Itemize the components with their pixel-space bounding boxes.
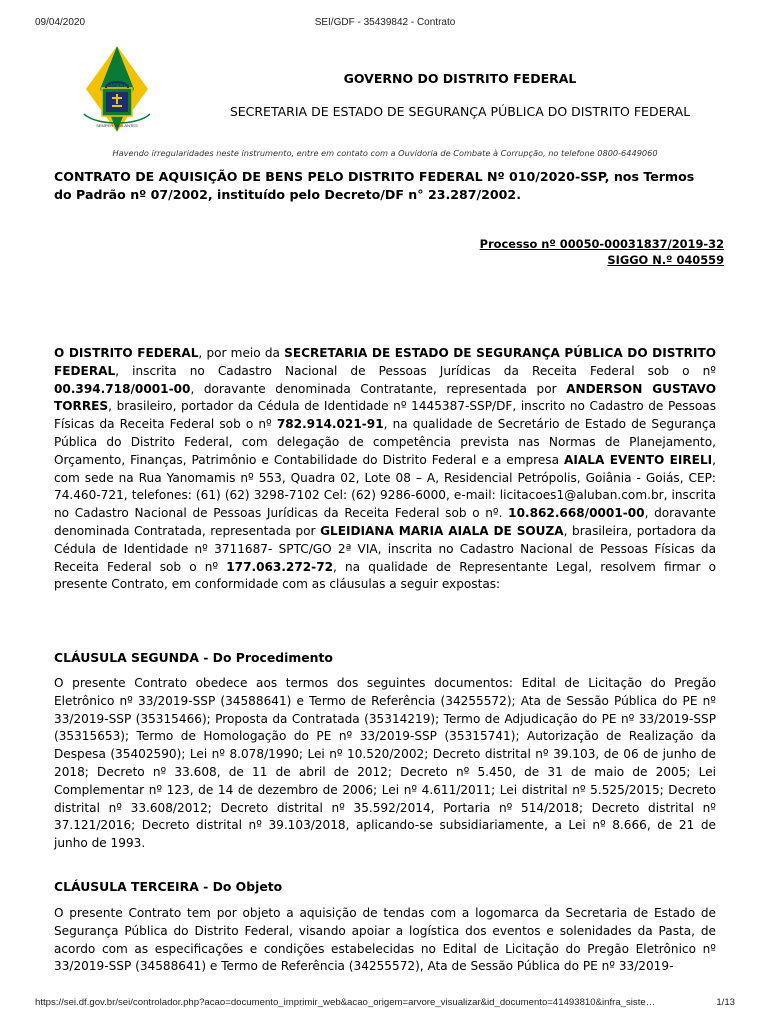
preamble-text: , na qualidade de Secretário de Estado de Segurança Pública do Distrito Federal, com delegação de competência prevista nas Normas de Planejamento, Orçamento, Finanças, Patrimônio e Contabilidade do Distrito Federal e a empresa bbox=[54, 417, 716, 467]
preamble-text: , inscrita no Cadastro Nacional de Pessoas Jurídicas da Receita Federal sob o nº bbox=[115, 363, 716, 378]
print-date: 09/04/2020 bbox=[35, 17, 86, 28]
preamble-bold: O DISTRITO FEDERAL bbox=[54, 346, 199, 360]
sspdf-logo bbox=[76, 44, 158, 134]
government-heading: GOVERNO DO DISTRITO FEDERAL bbox=[343, 71, 577, 86]
ombudsman-notice: Havendo irregularidades neste instrumento, entre em contato com a Ouvidoria de Combate à Corrupção, no telefone 0800-6449060 bbox=[112, 148, 658, 158]
clause-three-text: O presente Contrato tem por objeto a aquisição de tendas com a logomarca da Secretaria de Estado de Segurança Pública do Distrito Federal, visando apoiar a logística dos eventos e solenidades da Pasta, de acordo com as especificações e condições estabelecidas no Edital de Licitação do Pregão Eletrônico nº 33/2019-SSP (34588641) e Termo de Referência (34255572), Ata de Sessão Pública do PE nº 33/2019- bbox=[54, 906, 716, 974]
print-url: https://sei.df.gov.br/sei/controlador.php?acao=documento_imprimir_web&acao_origem=arvore_visualizar&id_documento=41493810&infra_siste… bbox=[35, 997, 656, 1008]
preamble-bold: 177.063.272-72 bbox=[226, 559, 334, 574]
process-reference bbox=[480, 236, 724, 268]
preamble-bold: ANDERSON GUSTAVO TORRES bbox=[54, 381, 716, 414]
preamble-bold: 00.394.718/0001-00 bbox=[54, 381, 191, 396]
preamble-text: , doravante denominada Contratante, representada por bbox=[190, 381, 567, 396]
preamble-bold: AIALA EVENTO EIRELI bbox=[564, 452, 713, 467]
logo-motto: SEMPER VIGILANTES bbox=[96, 123, 138, 128]
preamble-text: , brasileiro, portador da Cédula de Identidade nº 1445387-SSP/DF, inscrito no Cadastro de Pessoas Físicas da Receita Federal sob o nº bbox=[54, 399, 716, 432]
page-counter: 1/13 bbox=[716, 997, 735, 1008]
preamble-text: , por meio da bbox=[198, 346, 285, 360]
preamble-bold: 782.914.021-91 bbox=[276, 417, 384, 432]
print-footer bbox=[35, 997, 735, 1011]
preamble-text: , brasileira, portadora da Cédula de Identidade nº 3711687- SPTC/GO 2ª VIA, inscrita no Cadastro Nacional de Pessoas Físicas da Receita Federal sob o nº bbox=[54, 523, 717, 574]
preamble-text: , na qualidade de Representante Legal, resolvem firmar o presente Contrato, em conformidade com as cláusulas a seguir expostas: bbox=[54, 559, 717, 592]
clause-two-title: CLÁUSULA SEGUNDA - Do Procedimento bbox=[54, 650, 333, 665]
siggo-number: SIGGO N.º 040559 bbox=[607, 253, 724, 267]
print-header bbox=[35, 17, 735, 31]
process-number: Processo nº 00050-00031837/2019-32 bbox=[479, 237, 724, 251]
logo-emblem-text: SSPDF bbox=[107, 83, 127, 89]
preamble-text: , com sede na Rua Yanomamis nº 553, Quadra 02, Lote 08 – A, Residencial Petrópolis, Goiânia - Goiás, CEP: 74.460-721, telefones: (61) (62) 3298-7102 Cel: (62) 9286-6000, e-mail: licitacoes1@aluban.com.br, inscrita no Cadastro Nacional de Pessoas Jurídicas da Receita Federal sob o nº. bbox=[54, 452, 717, 521]
preamble-text: , doravante denominada Contratada, representada por bbox=[54, 506, 716, 538]
secretariat-heading: SECRETARIA DE ESTADO DE SEGURANÇA PÚBLICA DO DISTRITO FEDERAL bbox=[229, 104, 691, 119]
preamble-bold: SECRETARIA DE ESTADO DE SEGURANÇA PÚBLICA DO DISTRITO FEDERAL bbox=[54, 346, 717, 378]
contract-title: CONTRATO DE AQUISIÇÃO DE BENS PELO DISTRITO FEDERAL Nº 010/2020-SSP, nos Termos do Padrão nº 07/2002, instituído pelo Decreto/DF n° 23.287/2002. bbox=[54, 169, 695, 202]
clause-two-text: O presente Contrato obedece aos termos dos seguintes documentos: Edital de Licitação do Pregão Eletrônico nº 33/2019-SSP (34588641) e Termo de Referência (34255572); Ata de Sessão Pública do PE nº 33/2019-SSP (35315466); Proposta da Contratada (35314219); Termo de Adjudicação do PE nº 33/2019-SSP (35315653); Termo de Homologação do PE nº 33/2019-SSP (35315741); Autorização de Realização da Despesa (35402590); Lei nº 8.078/1990; Lei nº 10.520/2002; Decreto distrital nº 39.103, de 06 de junho de 2018; Decreto nº 33.608, de 11 de abril de 2012; Decreto nº 5.450, de 31 de maio de 2005; Lei Complementar nº 123, de 14 de dezembro de 2006; Lei nº 4.611/2011; Lei distrital nº 5.525/2015; Decreto distrital nº 33.608/2012; Decreto distrital nº 35.592/2014, Portaria nº 514/2018; Decreto distrital nº 37.121/2016; Decreto distrital nº 39.103/2018, aplicando-se subsidiariamente, a Lei nº 8.666, de 21 de junho de 1993. bbox=[54, 676, 716, 851]
clause-three-title: CLÁUSULA TERCEIRA - Do Objeto bbox=[54, 879, 283, 894]
preamble-paragraph bbox=[54, 345, 716, 594]
preamble-bold: GLEIDIANA MARIA AIALA DE SOUZA bbox=[320, 523, 564, 538]
preamble-bold: 10.862.668/0001-00 bbox=[508, 506, 645, 521]
print-doc-title: SEI/GDF - 35439842 - Contrato bbox=[314, 17, 456, 28]
